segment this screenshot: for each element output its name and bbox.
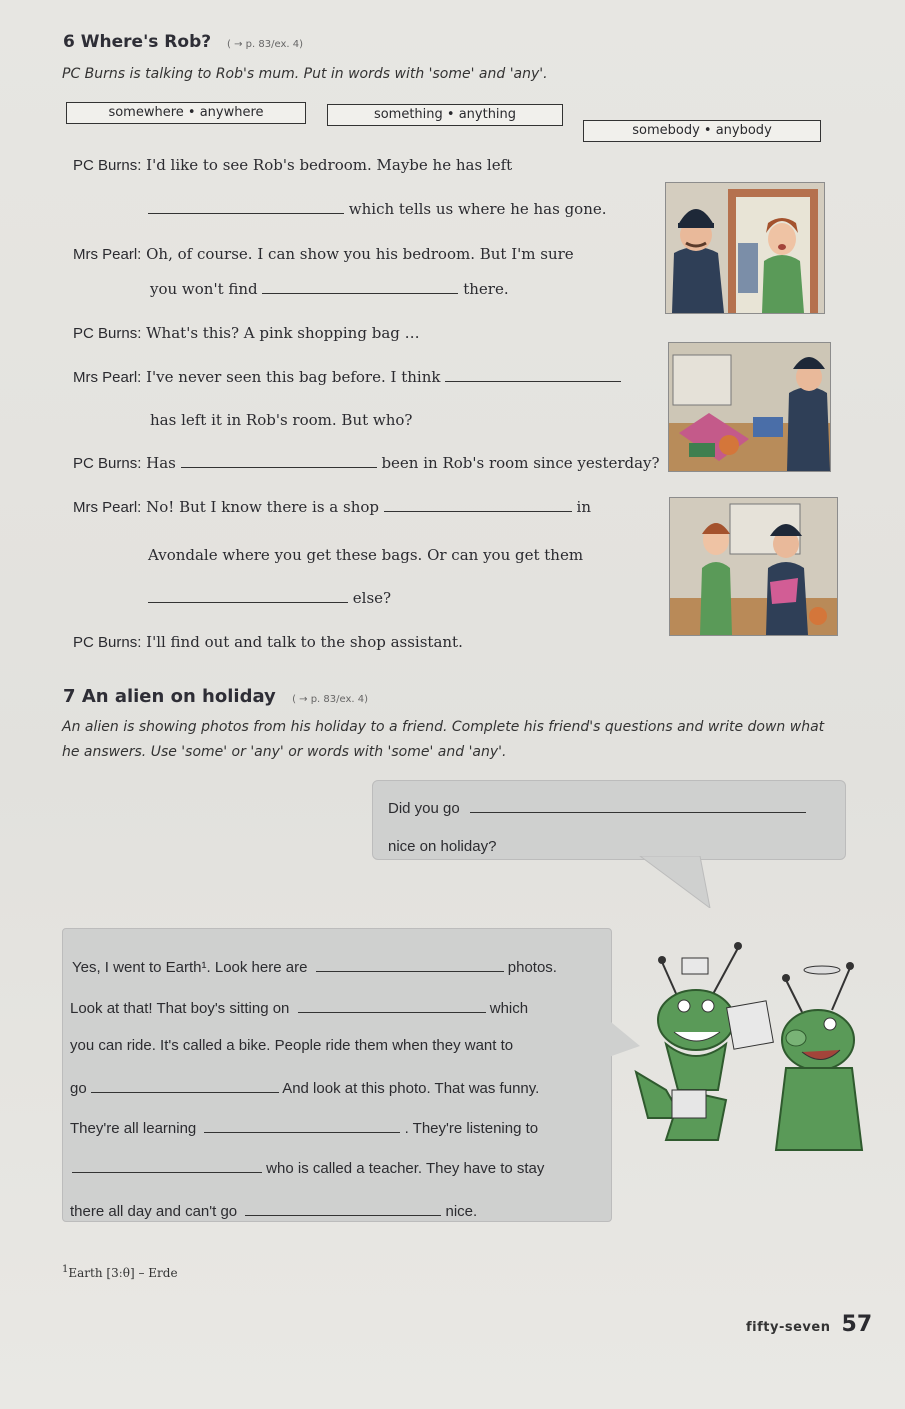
bubble-text: who is called a teacher. They have to stay <box>266 1160 545 1177</box>
dialogue-text: you won't find <box>150 280 258 298</box>
dialogue-text: I'd like to see Rob's bedroom. Maybe he has left <box>146 156 513 174</box>
bubble-text: . They're listening to <box>404 1120 539 1137</box>
bubble-text: go <box>70 1080 87 1097</box>
bubble-tail <box>630 856 730 908</box>
bubble-text: Did you go <box>388 800 460 817</box>
answer-blank[interactable] <box>298 1011 486 1013</box>
answer-blank[interactable] <box>470 811 806 813</box>
ex7-ref: ( → p. 83/ex. 4) <box>292 694 369 705</box>
dialogue-line <box>148 589 391 607</box>
dialogue-text: there. <box>463 280 509 298</box>
dialogue-text: No! But I know there is a shop <box>146 498 379 516</box>
dialogue-line <box>73 324 420 342</box>
dialogue-line <box>73 454 660 472</box>
bubble-question-line-2: nice on holiday? <box>388 838 497 855</box>
bubble-question-line-1 <box>388 800 806 817</box>
bubble-text: photos. <box>507 959 557 976</box>
answer-line <box>70 1203 477 1220</box>
illustration-messy-room <box>668 342 831 472</box>
doorway-scene-image <box>666 183 824 313</box>
dialogue-line <box>73 156 512 174</box>
bubble-text: which <box>489 1000 529 1017</box>
answer-blank[interactable] <box>445 380 621 382</box>
ex6-number: 6 <box>63 32 75 52</box>
speaker-label: Mrs Pearl: <box>73 499 142 516</box>
answer-blank[interactable] <box>148 601 348 603</box>
answer-blank[interactable] <box>181 466 377 468</box>
dialogue-line <box>150 280 509 298</box>
word-box-somewhere: somewhere • anywhere <box>66 102 306 124</box>
answer-line: you can ride. It's called a bike. People ride them when they want to <box>70 1037 514 1054</box>
dialogue-text: I'll find out and talk to the shop assistant. <box>146 633 463 651</box>
answer-line <box>72 1160 544 1177</box>
word-box-somebody: somebody • anybody <box>583 120 821 142</box>
bubble-text: nice. <box>445 1203 478 1220</box>
dialogue-text: has left it in Rob's room. But who? <box>150 411 413 429</box>
dialogue-text: else? <box>352 589 392 607</box>
speaker-label: PC Burns: <box>73 157 142 174</box>
messy-room-image <box>669 343 830 471</box>
dialogue-text: Avondale where you get these bags. Or can you get them <box>148 546 584 564</box>
dialogue-text: I've never seen this bag before. I think <box>146 368 441 386</box>
dialogue-text: Has <box>146 454 176 472</box>
speaker-label: PC Burns: <box>73 325 142 342</box>
ex7-instruction-line-2: he answers. Use 'some' or 'any' or words with 'some' and 'any'. <box>62 744 507 760</box>
answer-blank[interactable] <box>72 1171 262 1173</box>
dialogue-text: in <box>576 498 592 516</box>
bubble-text: Yes, I went to Earth¹. Look here are <box>72 959 308 976</box>
answer-blank[interactable] <box>316 970 504 972</box>
dialogue-line <box>73 368 621 386</box>
footnote-mark: 1 <box>62 1264 69 1275</box>
answer-blank[interactable] <box>148 212 344 214</box>
speaker-label: PC Burns: <box>73 455 142 472</box>
ex7-number: 7 <box>63 686 76 707</box>
footnote <box>62 1264 178 1280</box>
bubble-text: And look at this photo. That was funny. <box>282 1080 540 1097</box>
ex6-ref: ( → p. 83/ex. 4) <box>227 39 303 50</box>
dialogue-text: been in Rob's room since yesterday? <box>381 454 660 472</box>
dialogue-line <box>150 411 412 429</box>
page-number-digit: 57 <box>841 1312 873 1337</box>
bedroom-search-image <box>670 498 837 635</box>
answer-line <box>70 1080 539 1097</box>
page-number-word: fifty-seven <box>746 1320 831 1335</box>
bubble-text: there all day and can't go <box>70 1203 238 1220</box>
speaker-label: PC Burns: <box>73 634 142 651</box>
speaker-label: Mrs Pearl: <box>73 246 142 263</box>
answer-line <box>70 1120 538 1137</box>
ex6-instruction: PC Burns is talking to Rob's mum. Put in words with 'some' and 'any'. <box>62 66 548 82</box>
dialogue-text: What's this? A pink shopping bag … <box>146 324 420 342</box>
answer-blank[interactable] <box>91 1091 279 1093</box>
illustration-doorway <box>665 182 825 314</box>
page-number <box>746 1312 872 1337</box>
dialogue-text: which tells us where he has gone. <box>348 200 607 218</box>
dialogue-line <box>73 498 591 516</box>
ex6-heading <box>63 32 303 52</box>
illustration-bedroom-search <box>669 497 838 636</box>
answer-blank[interactable] <box>384 510 572 512</box>
dialogue-line <box>73 245 574 263</box>
ex7-heading <box>63 686 368 707</box>
bubble-text: They're all learning <box>70 1120 197 1137</box>
footnote-text: Earth [3ːθ] – Erde <box>68 1266 178 1280</box>
answer-blank[interactable] <box>204 1131 400 1133</box>
answer-blank[interactable] <box>262 292 458 294</box>
dialogue-line <box>148 200 607 218</box>
dialogue-line <box>148 546 583 564</box>
answer-line <box>70 1000 528 1017</box>
dialogue-line <box>73 633 463 651</box>
dialogue-text: Oh, of course. I can show you his bedroom. But I'm sure <box>146 245 574 263</box>
word-box-something: something • anything <box>327 104 563 126</box>
ex7-instruction-line-1: An alien is showing photos from his holiday to a friend. Complete his friend's questions and write down what <box>62 719 825 735</box>
ex6-title: Where's Rob? <box>80 32 212 52</box>
bubble-text: Look at that! That boy's sitting on <box>70 1000 290 1017</box>
answer-line <box>72 959 557 976</box>
answer-blank[interactable] <box>245 1214 441 1216</box>
speaker-label: Mrs Pearl: <box>73 369 142 386</box>
ex7-title: An alien on holiday <box>81 686 276 707</box>
aliens-illustration <box>626 940 876 1160</box>
